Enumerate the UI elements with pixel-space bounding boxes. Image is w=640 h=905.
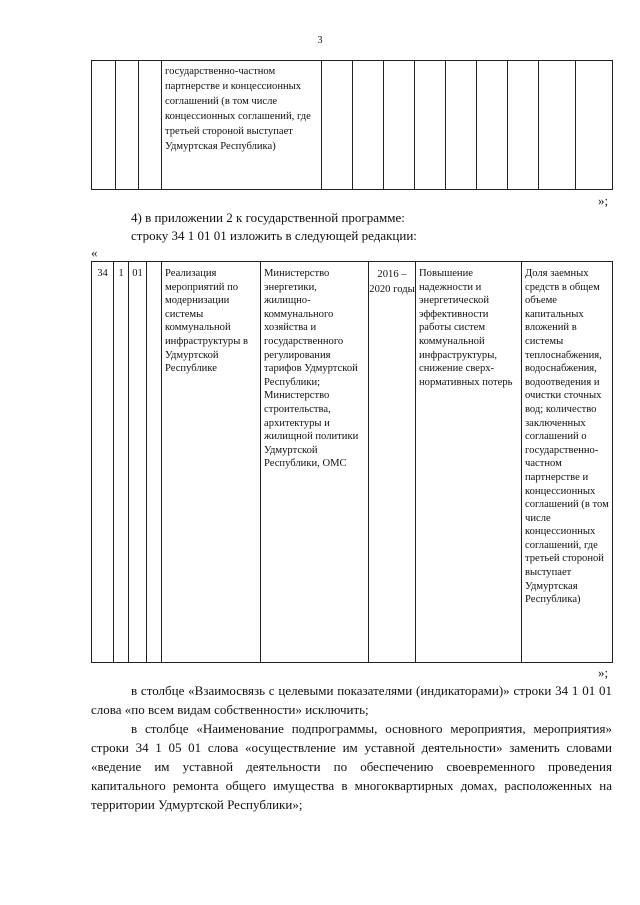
table-cell bbox=[139, 61, 162, 190]
table-cell bbox=[116, 61, 139, 190]
paragraph-2: в столбце «Наименование подпрограммы, основного мероприятия, мероприятия» строки 34 1 05 01 слова «осуществление им уставной деятельности» заменить словами «ведение им уставной деятельности по обеспечению своевременного проведения капитального ремонта общего имущества в многоквартирных домах, расположенных на территории Удмуртской Республики»; bbox=[91, 721, 612, 812]
measure-name-cell: Реализация мероприятий по модернизации системы коммунальной инфраструктуры в Удмуртской Республике bbox=[162, 262, 261, 663]
indicator-cell: Доля заемных средств в общем объеме капитальных вложений в системы теплоснабжения, водоснабжения, водоотведения и очистки сточных вод; количество заключенных соглашений о государственно-частном партнерстве и концессионных соглашений (в том числе концессионных соглашений, где третьей стороной выступает Удмуртская Республика) bbox=[522, 262, 613, 663]
table-cell bbox=[415, 61, 446, 190]
table-cell bbox=[353, 61, 384, 190]
opening-quote: « bbox=[91, 245, 98, 260]
table-cell bbox=[508, 61, 539, 190]
paragraph-1: в столбце «Взаимосвязь с целевыми показателями (индикаторами)» строки 34 1 01 01 слова «по всем видам собственности» исключить; bbox=[91, 683, 612, 717]
program-row-table bbox=[91, 261, 613, 663]
table-cell bbox=[92, 61, 116, 190]
code-cell-2: 1 bbox=[114, 262, 129, 663]
page-number: 3 bbox=[317, 35, 323, 46]
item-4-line-1: 4) в приложении 2 к государственной программе: bbox=[131, 210, 405, 225]
table-cell bbox=[322, 61, 353, 190]
code-cell-1: 34 bbox=[92, 262, 114, 663]
executor-cell: Министерство энергетики, жилищно-коммунального хозяйства и государственного регулирования тарифов Удмуртской Республики; Министерство строительства, архитектуры и жилищной политики Удмуртской Республики, ОМС bbox=[261, 262, 369, 663]
closing-quote: »; bbox=[598, 193, 609, 208]
table-cell bbox=[576, 61, 613, 190]
period-cell: 2016 – 2020 годы bbox=[369, 262, 416, 663]
table-cell bbox=[446, 61, 477, 190]
table-cell-text: государственно-частном партнерстве и концессионных соглашений (в том числе концессионных соглашений, где третьей стороной выступает Удмуртская Республика) bbox=[162, 61, 322, 190]
table-cell bbox=[477, 61, 508, 190]
empty-code-cell bbox=[147, 262, 162, 663]
item-4-line-2: строку 34 1 01 01 изложить в следующей редакции: bbox=[131, 228, 417, 243]
closing-quote: »; bbox=[598, 665, 609, 680]
table-cell bbox=[539, 61, 576, 190]
table-cell bbox=[384, 61, 415, 190]
top-table-fragment bbox=[91, 60, 613, 190]
code-cell-3: 01 bbox=[129, 262, 147, 663]
expected-result-cell: Повышение надежности и энергетической эффективности работы систем коммунальной инфраструктуры, снижение сверх-нормативных потерь bbox=[416, 262, 522, 663]
